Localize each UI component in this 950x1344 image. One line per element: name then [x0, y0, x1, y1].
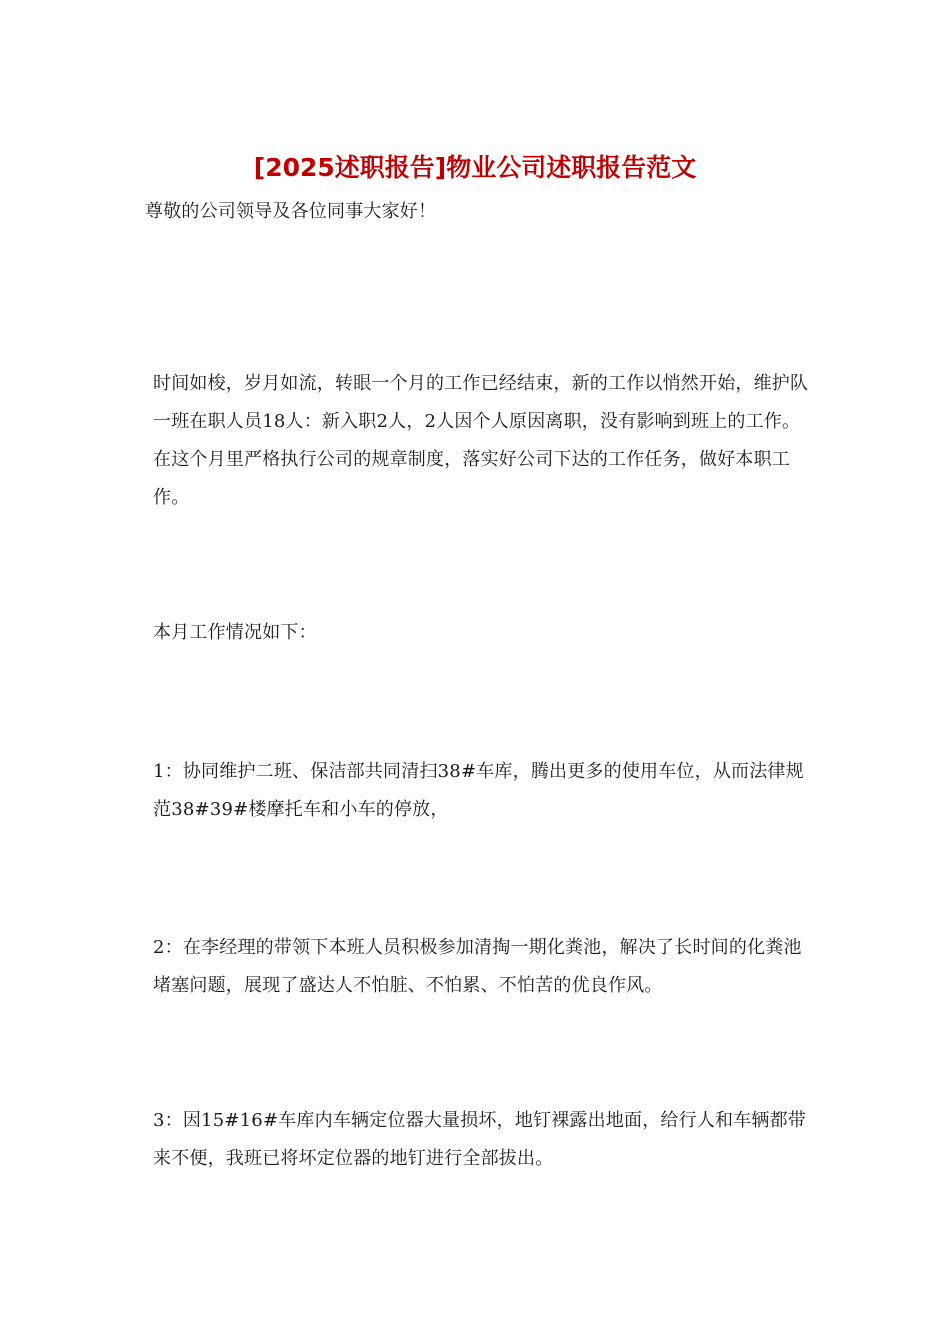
overview-paragraph: 本月工作情况如下：	[153, 622, 317, 643]
greeting-paragraph: 尊敬的公司领导及各位同事大家好！	[145, 201, 437, 222]
intro-paragraph: 时间如梭，岁月如流，转眼一个月的工作已经结束，新的工作以悄然开始，维护队一班在职人员18人：新入职2人，2人因个人原因离职，没有影响到班上的工作。在这个月里严格执行公司的规章制度，落实好公司下达的工作任务，做好本职工作。	[153, 373, 809, 508]
work-item-1: 1：协同维护二班、保洁部共同清扫38#车库，腾出更多的使用车位，从而法律规范38#39#楼摩托车和小车的停放，	[153, 761, 804, 820]
work-item-3: 3：因15#16#车库内车辆定位器大量损坏，地钉裸露出地面，给行人和车辆都带来不便，我班已将坏定位器的地钉进行全部拔出。	[153, 1110, 807, 1169]
work-item-2: 2：在李经理的带领下本班人员积极参加清掏一期化粪池，解决了长时间的化粪池堵塞问题，展现了盛达人不怕脏、不怕累、不怕苦的优良作风。	[153, 937, 802, 996]
document-title: [2025述职报告]物业公司述职报告范文	[253, 153, 697, 182]
